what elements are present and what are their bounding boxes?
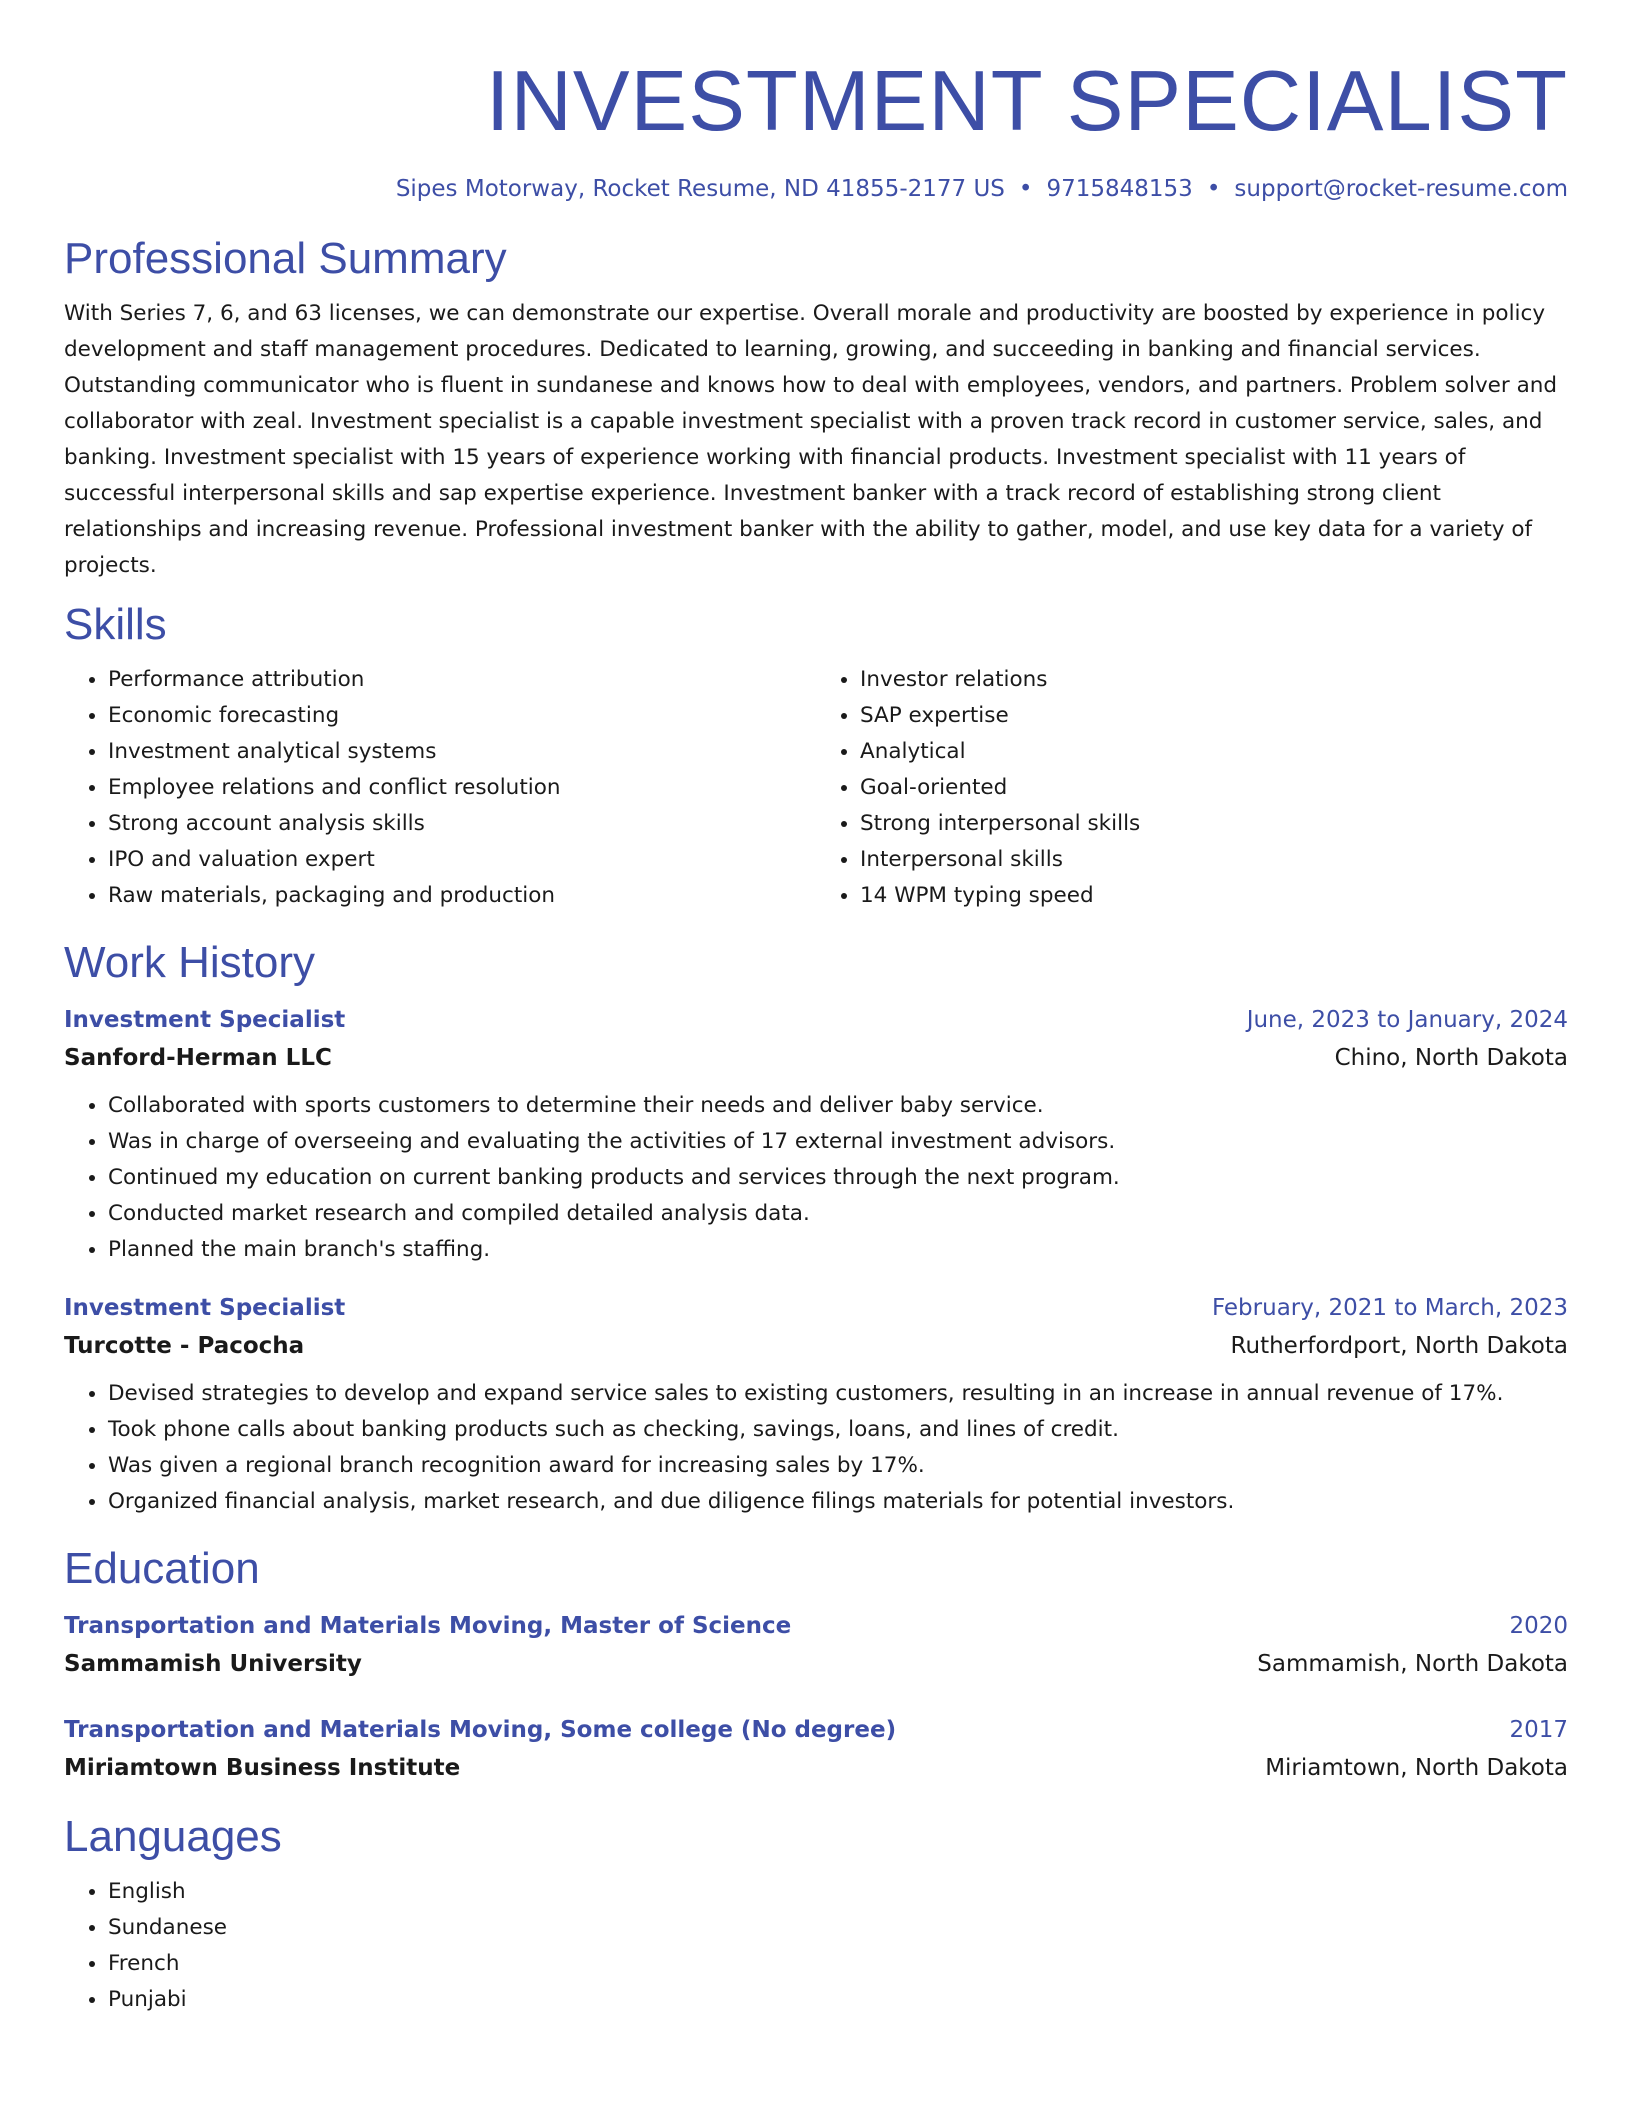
job-company-row: [64, 1326, 1568, 1366]
job-entry: [64, 1002, 1568, 1268]
education-header-row: [64, 1608, 1568, 1644]
language-item: • Punjabi: [108, 1982, 1568, 2018]
skill-item: • Analytical: [860, 734, 1568, 770]
education-heading: Education: [64, 1544, 260, 1593]
job-location: Chino, North Dakota: [1334, 1045, 1568, 1071]
job-header-row: [64, 1290, 1568, 1326]
job-dates: February, 2021 to March, 2023: [1211, 1295, 1568, 1321]
skill-item: • SAP expertise: [860, 698, 1568, 734]
contact-separator: •: [1018, 176, 1033, 202]
language-item: • Sundanese: [108, 1910, 1568, 1946]
skill-item: • Goal-oriented: [860, 770, 1568, 806]
education-location: Sammamish, North Dakota: [1257, 1651, 1568, 1677]
job-bullets: [64, 1088, 1568, 1268]
job-bullet: • Devised strategies to develop and expand service sales to existing customers, resulting in an increase in annual revenue of 17%.: [108, 1376, 1568, 1412]
skill-item: • Performance attribution: [108, 662, 816, 698]
skills-heading: Skills: [64, 600, 167, 649]
education-school: Miriamtown Business Institute: [64, 1755, 461, 1781]
languages-list: [64, 1874, 1568, 2018]
skill-item: • Investor relations: [860, 662, 1568, 698]
job-header-row: [64, 1002, 1568, 1038]
skills-grid: [64, 662, 1568, 914]
resume-title: INVESTMENT SPECIALIST: [485, 54, 1568, 149]
job-bullet: • Organized financial analysis, market research, and due diligence filings materials for potential investors.: [108, 1484, 1568, 1520]
job-company: Sanford-Herman LLC: [64, 1045, 332, 1071]
education-school-row: [64, 1644, 1568, 1684]
job-title: Investment Specialist: [64, 1295, 346, 1321]
education-section: [64, 1542, 1568, 1788]
contact-email[interactable]: support@rocket-resume.com: [1234, 176, 1568, 202]
job-bullet: • Took phone calls about banking products such as checking, savings, loans, and lines of credit.: [108, 1412, 1568, 1448]
skill-item: • Economic forecasting: [108, 698, 816, 734]
contact-separator: •: [1206, 176, 1221, 202]
contact-address: Sipes Motorway, Rocket Resume, ND 41855-2177 US: [395, 176, 1005, 202]
skills-section: [64, 598, 1568, 914]
job-company-row: [64, 1038, 1568, 1078]
education-degree: Transportation and Materials Moving, Master of Science: [64, 1613, 792, 1639]
job-bullet: • Was in charge of overseeing and evaluating the activities of 17 external investment advisors.: [108, 1124, 1568, 1160]
work-section: [64, 936, 1568, 1520]
language-item: • English: [108, 1874, 1568, 1910]
job-entry: [64, 1290, 1568, 1520]
skill-item: • Raw materials, packaging and production: [108, 878, 816, 914]
skill-item: • IPO and valuation expert: [108, 842, 816, 878]
contact-line: [64, 174, 1568, 204]
work-heading: Work History: [64, 938, 315, 987]
job-bullet: • Conducted market research and compiled detailed analysis data.: [108, 1196, 1568, 1232]
job-bullet: • Was given a regional branch recognition award for increasing sales by 17%.: [108, 1448, 1568, 1484]
education-year: 2020: [1509, 1613, 1568, 1639]
education-location: Miriamtown, North Dakota: [1265, 1755, 1568, 1781]
education-entry: [64, 1608, 1568, 1684]
education-entry: [64, 1712, 1568, 1788]
summary-text: With Series 7, 6, and 63 licenses, we can demonstrate our expertise. Overall morale and productivity are boosted by experience in policy development and staff management procedures. Dedicated to learning, growing, and succeeding in banking and financial services. Outstanding communicator who is fluent in sundanese and knows how to deal with employees, vendors, and partners. Problem solver and collaborator with zeal. Investment specialist is a capable investment specialist with a proven track record in customer service, sales, and banking. Investment specialist with 15 years of experience working with financial products. Investment specialist with 11 years of successful interpersonal skills and sap expertise experience. Investment banker with a track record of establishing strong client relationships and increasing revenue. Professional investment banker with the ability to gather, model, and use key data for a variety of projects.: [64, 301, 1558, 578]
job-company: Turcotte - Pacocha: [64, 1333, 305, 1359]
job-bullet: • Continued my education on current banking products and services through the next program.: [108, 1160, 1568, 1196]
education-school-row: [64, 1748, 1568, 1788]
job-bullets: [64, 1376, 1568, 1520]
skills-list-left: [64, 662, 816, 914]
education-degree: Transportation and Materials Moving, Some college (No degree): [64, 1717, 897, 1743]
job-title: Investment Specialist: [64, 1007, 346, 1033]
job-bullet: • Planned the main branch's staffing.: [108, 1232, 1568, 1268]
education-header-row: [64, 1712, 1568, 1748]
job-dates: June, 2023 to January, 2024: [1246, 1007, 1568, 1033]
education-year: 2017: [1509, 1717, 1568, 1743]
job-location: Rutherfordport, North Dakota: [1230, 1333, 1568, 1359]
education-school: Sammamish University: [64, 1651, 362, 1677]
skill-item: • Investment analytical systems: [108, 734, 816, 770]
skill-item: • 14 WPM typing speed: [860, 878, 1568, 914]
skill-item: • Employee relations and conflict resolution: [108, 770, 816, 806]
skill-item: • Strong account analysis skills: [108, 806, 816, 842]
skill-item: • Interpersonal skills: [860, 842, 1568, 878]
language-item: • French: [108, 1946, 1568, 1982]
summary-section: [64, 232, 1568, 584]
skills-list-right: [816, 662, 1568, 914]
job-bullet: • Collaborated with sports customers to determine their needs and deliver baby service.: [108, 1088, 1568, 1124]
contact-phone: 9715848153: [1046, 176, 1193, 202]
summary-heading: Professional Summary: [64, 234, 507, 283]
skill-item: • Strong interpersonal skills: [860, 806, 1568, 842]
languages-section: [64, 1810, 1568, 2018]
languages-heading: Languages: [64, 1812, 282, 1861]
